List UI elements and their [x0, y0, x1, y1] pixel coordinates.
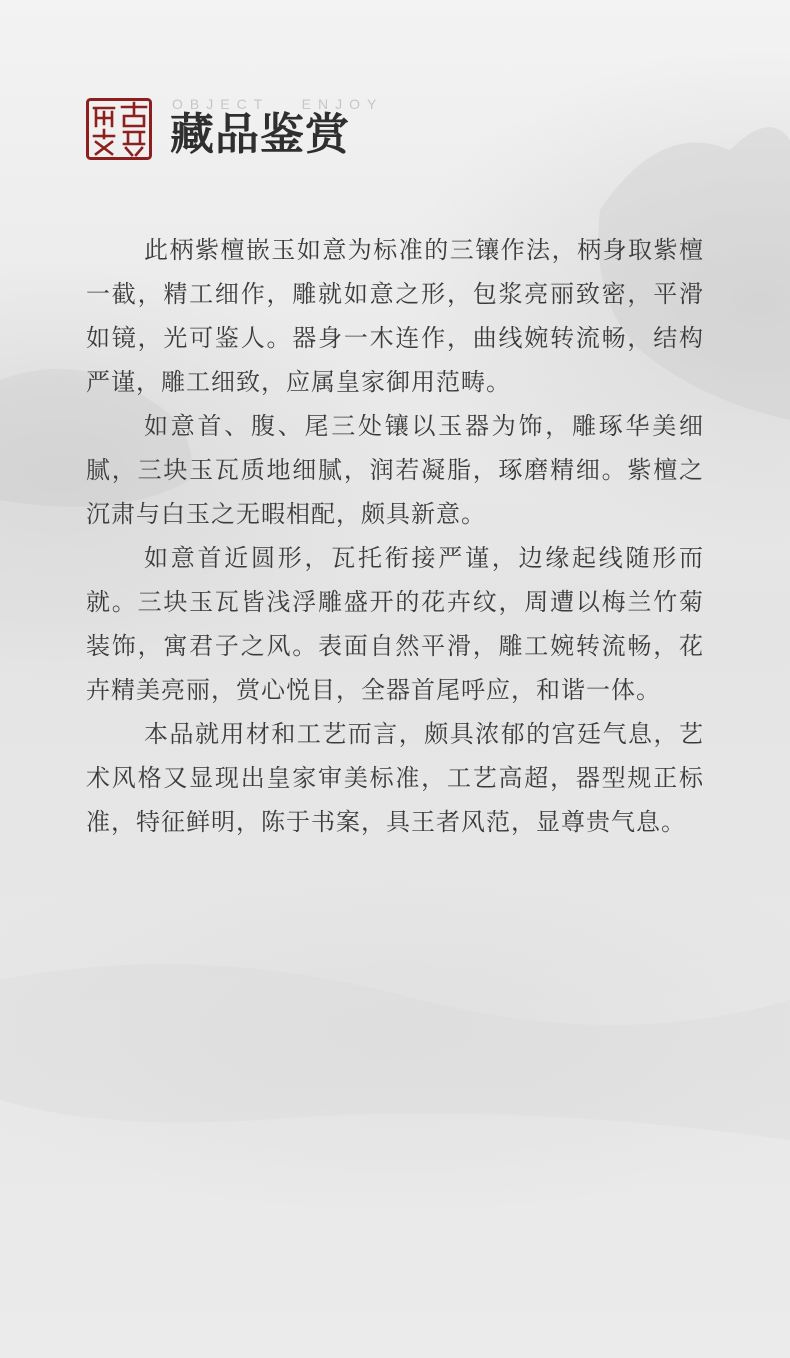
paragraph: 本品就用材和工艺而言，颇具浓郁的宫廷气息，艺术风格又显现出皇家审美标准，工艺高超，器型规正标准，特征鲜明，陈于书案，具王者风范，显尊贵气息。 [86, 720, 704, 836]
section-title: 藏品鉴赏 [170, 109, 350, 160]
title-block [172, 96, 412, 162]
paragraph: 如意首近圆形，瓦托衔接严谨，边缘起线随形而就。三块玉瓦皆浅浮雕盛开的花卉纹，周遭以梅兰竹菊装饰，寓君子之风。表面自然平滑，雕工婉转流畅，花卉精美亮丽，赏心悦目，全器首尾呼应，和谐一体。 [86, 544, 704, 704]
paragraph: 此柄紫檀嵌玉如意为标准的三镶作法，柄身取紫檀一截，精工细作，雕就如意之形，包浆亮丽致密，平滑如镜，光可鉴人。器身一木连作，曲线婉转流畅，结构严谨，雕工细致，应属皇家御用范畴。 [86, 236, 704, 396]
article-body [86, 228, 704, 844]
section-subtitle: OBJECT ENJOY [172, 96, 384, 112]
section-header [86, 96, 412, 162]
paragraph: 如意首、腹、尾三处镶以玉器为饰，雕琢华美细腻，三块玉瓦质地细腻，润若凝脂，琢磨精细。紫檀之沉肃与白玉之无暇相配，颇具新意。 [86, 412, 704, 528]
seal-logo [86, 98, 152, 160]
